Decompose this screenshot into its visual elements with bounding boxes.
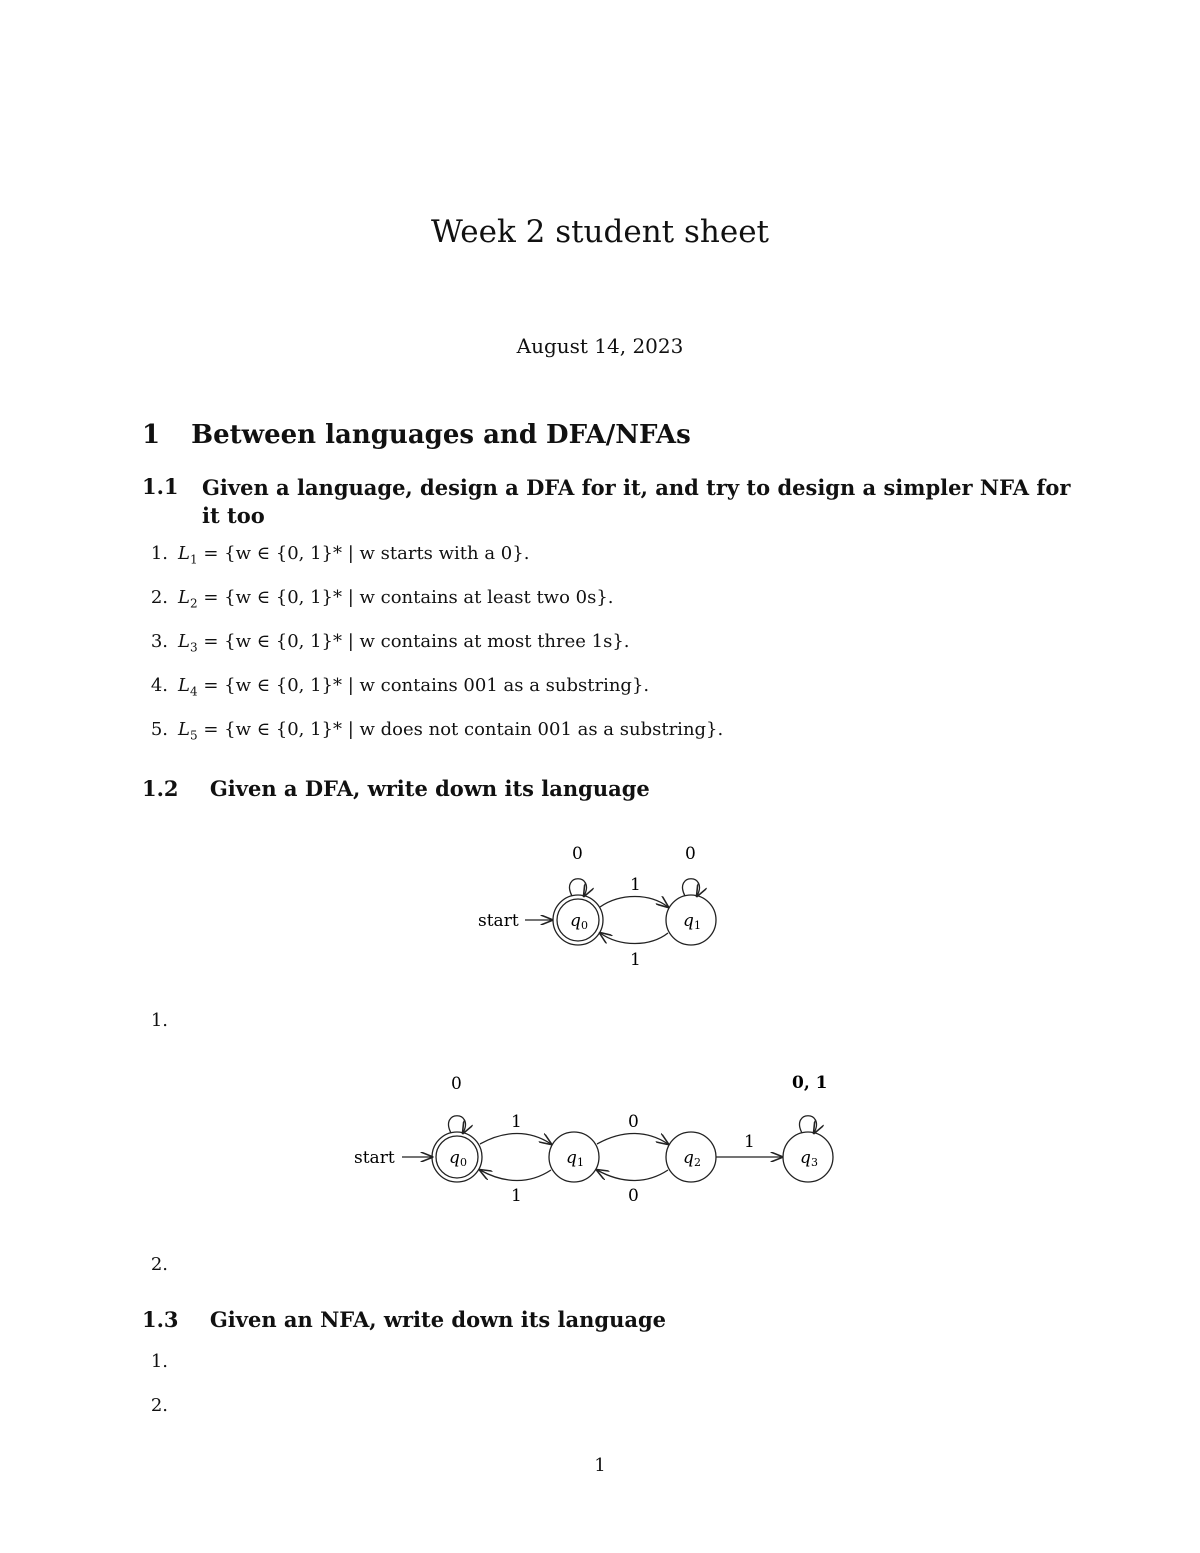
state-label: q <box>449 1148 460 1168</box>
start-label: start <box>354 1148 395 1168</box>
edge-q0-q1 <box>480 1134 551 1145</box>
subsection-title-line: it too <box>202 503 265 528</box>
list-number: 2. <box>150 1254 168 1275</box>
state-index: 1 <box>577 1156 584 1169</box>
state-label: q <box>683 911 694 931</box>
language-set: = {w ∈ {0, 1}* | w contains at least two 0s}. <box>197 587 614 608</box>
list-item <box>150 719 1050 745</box>
state-label: q <box>683 1148 694 1168</box>
language-name: L <box>178 631 190 652</box>
edge-label: 1 <box>630 950 641 970</box>
language-name: L <box>178 543 190 564</box>
list-item <box>150 543 1050 569</box>
language-definition <box>178 719 723 743</box>
list-number: 2. <box>150 587 168 608</box>
language-index: 5 <box>189 728 198 743</box>
language-index: 3 <box>189 640 198 655</box>
edge-q1-q0 <box>600 933 668 944</box>
section-number: 1 <box>142 420 161 450</box>
subsection-heading-1-3 <box>142 1307 666 1332</box>
date: August 14, 2023 <box>516 334 684 358</box>
language-name: L <box>178 719 190 740</box>
edge-label: 1 <box>744 1132 755 1152</box>
self-loop-q0 <box>449 1116 466 1133</box>
state-index: 0 <box>460 1156 467 1169</box>
start-label: start <box>478 911 519 931</box>
language-name: L <box>178 675 190 696</box>
loop-label: 0 <box>572 844 583 864</box>
list-number: 1. <box>150 543 168 564</box>
list-number: 3. <box>150 631 168 652</box>
edge-q2-q1 <box>597 1170 668 1181</box>
state-index: 1 <box>694 919 701 932</box>
self-loop-q3 <box>800 1116 817 1133</box>
subsection-number: 1.1 <box>142 474 179 499</box>
page-number: 1 <box>594 1455 606 1476</box>
list-number: 2. <box>150 1395 168 1416</box>
state-index: 2 <box>694 1156 701 1169</box>
language-index: 2 <box>189 596 198 611</box>
state-label: q <box>566 1148 577 1168</box>
language-name: L <box>178 587 190 608</box>
subsection-title: Given a DFA, write down its language <box>209 776 650 801</box>
loop-label: 0, 1 <box>792 1073 828 1093</box>
edge-label: 0 <box>628 1112 639 1132</box>
list-number: 4. <box>150 675 168 696</box>
language-definition <box>178 631 630 655</box>
edge-q1-q0 <box>480 1170 551 1181</box>
subsection-title: Given an NFA, write down its language <box>209 1307 666 1332</box>
edge-label: 1 <box>630 875 641 895</box>
loop-label: 0 <box>451 1074 462 1094</box>
language-set: = {w ∈ {0, 1}* | w contains 001 as a substring}. <box>197 675 650 696</box>
list-item <box>150 675 1050 701</box>
edge-label: 1 <box>511 1186 522 1206</box>
list-item <box>150 587 1050 613</box>
list-number: 5. <box>150 719 168 740</box>
language-set: = {w ∈ {0, 1}* | w contains at most three 1s}. <box>197 631 630 652</box>
language-definition <box>178 543 529 567</box>
language-set: = {w ∈ {0, 1}* | w does not contain 001 as a substring}. <box>197 719 724 740</box>
subsection-heading-1-2 <box>142 776 650 801</box>
subsection-number: 1.2 <box>142 776 179 801</box>
self-loop-q1 <box>683 879 700 896</box>
edge-q1-q2 <box>597 1134 668 1145</box>
language-definition <box>178 675 649 699</box>
subsection-title-line: Given a language, design a DFA for it, and try to design a simpler NFA for <box>202 475 1071 500</box>
self-loop-q0 <box>570 879 587 896</box>
subsection-heading-1-1 <box>142 474 179 499</box>
list-number: 1. <box>150 1010 168 1031</box>
language-index: 1 <box>189 552 198 567</box>
language-index: 4 <box>189 684 198 699</box>
state-label: q <box>570 911 581 931</box>
state-index: 3 <box>811 1156 818 1169</box>
edge-q0-q1 <box>600 897 668 908</box>
loop-label: 0 <box>685 844 696 864</box>
page-title: Week 2 student sheet <box>430 214 770 250</box>
subsection-number: 1.3 <box>142 1307 179 1332</box>
dfa-diagram-1 <box>460 835 740 975</box>
edge-label: 0 <box>628 1186 639 1206</box>
language-definition <box>178 587 614 611</box>
section-title: Between languages and DFA/NFAs <box>191 420 691 450</box>
state-index: 0 <box>581 919 588 932</box>
list-item <box>150 631 1050 657</box>
dfa-diagram-2 <box>340 1065 860 1215</box>
language-set: = {w ∈ {0, 1}* | w starts with a 0}. <box>197 543 530 564</box>
section-heading <box>142 420 691 450</box>
edge-label: 1 <box>511 1112 522 1132</box>
state-label: q <box>800 1148 811 1168</box>
subsection-title-1-1 <box>202 474 1070 530</box>
list-number: 1. <box>150 1351 168 1372</box>
